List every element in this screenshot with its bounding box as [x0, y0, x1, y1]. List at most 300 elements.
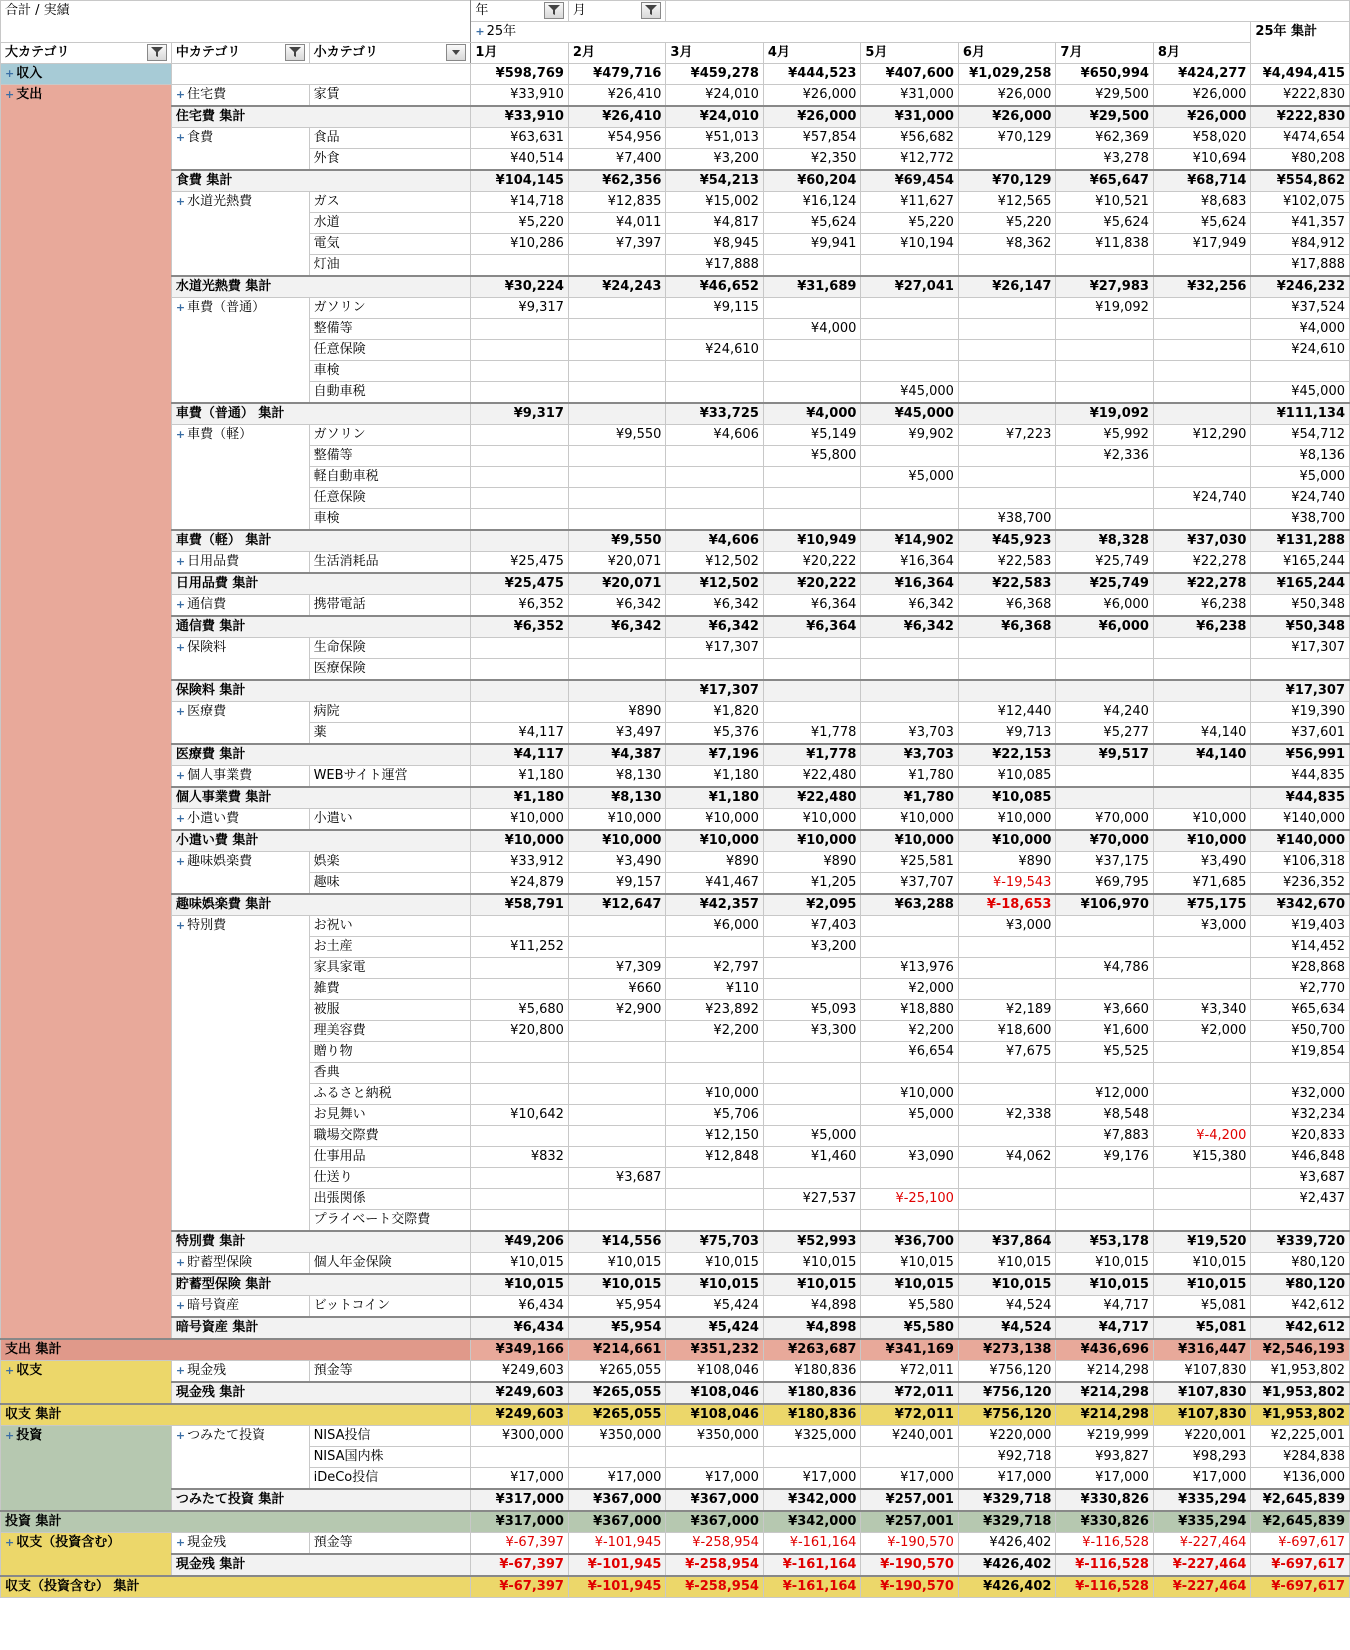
year-total-cell: ¥32,000 — [1251, 1084, 1350, 1105]
middle-category-cell[interactable] — [171, 1253, 309, 1275]
value-cell — [763, 638, 861, 659]
middle-category-cell[interactable] — [171, 1296, 309, 1318]
value-cell: ¥5,580 — [861, 1296, 959, 1318]
value-cell: ¥27,041 — [861, 276, 959, 298]
value-cell — [666, 488, 764, 509]
year-total-cell: ¥38,700 — [1251, 509, 1350, 531]
value-cell — [1153, 702, 1251, 723]
year-field-header[interactable]: 年 — [471, 1, 569, 22]
value-cell — [958, 255, 1056, 277]
table-row — [1, 1296, 1350, 1318]
value-cell: ¥31,000 — [861, 85, 959, 107]
plus-expand-icon[interactable]: + — [175, 1429, 186, 1442]
value-cell: ¥20,071 — [568, 552, 666, 574]
value-cell: ¥7,403 — [763, 916, 861, 937]
middle-category-cell[interactable] — [171, 916, 309, 1232]
value-cell: ¥3,497 — [568, 723, 666, 745]
value-cell: ¥-258,954 — [666, 1533, 764, 1555]
value-cell — [861, 702, 959, 723]
minor-category-cell: 外食 — [309, 149, 471, 171]
minor-category-cell: 車検 — [309, 361, 471, 382]
row-field-middle[interactable]: 中カテゴリ — [171, 43, 309, 64]
value-cell — [568, 467, 666, 488]
plus-expand-icon[interactable]: + — [175, 428, 186, 441]
middle-category-label: 個人事業費 — [187, 768, 253, 783]
category-label: 収支 — [16, 1363, 43, 1378]
value-cell: ¥6,000 — [1056, 616, 1154, 638]
funnel-icon[interactable] — [285, 44, 305, 61]
value-cell: ¥6,342 — [861, 595, 959, 617]
value-cell — [568, 361, 666, 382]
value-cell: ¥68,714 — [1153, 170, 1251, 192]
value-cell: ¥31,689 — [763, 276, 861, 298]
value-cell: ¥367,000 — [666, 1489, 764, 1511]
month-header: 7月 — [1056, 43, 1154, 64]
value-cell — [471, 979, 569, 1000]
subtotal-label: 車費（普通） 集計 — [171, 403, 471, 425]
category-cell-income[interactable] — [1, 64, 172, 85]
value-cell: ¥444,523 — [763, 64, 861, 85]
value-cell: ¥17,000 — [471, 1468, 569, 1490]
value-cell: ¥-190,570 — [861, 1554, 959, 1576]
plus-expand-icon[interactable]: + — [175, 1364, 186, 1377]
value-cell: ¥479,716 — [568, 64, 666, 85]
value-cell: ¥62,356 — [568, 170, 666, 192]
value-cell: ¥3,687 — [568, 1168, 666, 1189]
year-total-cell: ¥2,645,839 — [1251, 1511, 1350, 1533]
value-cell — [666, 1168, 764, 1189]
value-cell — [568, 255, 666, 277]
minor-category-cell: ビットコイン — [309, 1296, 471, 1318]
funnel-icon[interactable] — [641, 2, 661, 19]
value-cell: ¥2,338 — [958, 1105, 1056, 1126]
plus-expand-icon[interactable]: + — [175, 301, 186, 314]
table-row — [1, 852, 1350, 873]
plus-expand-icon[interactable]: + — [175, 598, 186, 611]
value-cell: ¥-190,570 — [861, 1533, 959, 1555]
year-total-cell: ¥236,352 — [1251, 873, 1350, 895]
value-cell: ¥107,830 — [1153, 1361, 1251, 1383]
value-cell — [1153, 1042, 1251, 1063]
plus-expand-icon[interactable]: + — [5, 1429, 15, 1442]
minor-category-cell: 病院 — [309, 702, 471, 723]
value-cell: ¥10,000 — [958, 809, 1056, 831]
table-row — [1, 638, 1350, 659]
minor-category-cell: 小遣い — [309, 809, 471, 831]
category-cell[interactable] — [1, 1533, 172, 1577]
plus-expand-icon[interactable]: + — [475, 25, 485, 38]
month-header: 6月 — [958, 43, 1056, 64]
value-cell: ¥3,490 — [568, 852, 666, 873]
value-cell: ¥240,001 — [861, 1426, 959, 1447]
minor-category-cell: 家具家電 — [309, 958, 471, 979]
value-cell: ¥426,402 — [958, 1554, 1056, 1576]
value-cell: ¥3,703 — [861, 723, 959, 745]
value-cell: ¥249,603 — [471, 1404, 569, 1426]
value-cell: ¥-161,164 — [763, 1533, 861, 1555]
value-cell — [958, 488, 1056, 509]
value-cell: ¥2,000 — [861, 979, 959, 1000]
value-cell: ¥-67,397 — [471, 1554, 569, 1576]
value-cell: ¥106,970 — [1056, 894, 1154, 916]
value-cell: ¥10,015 — [763, 1253, 861, 1275]
value-cell — [471, 530, 569, 552]
value-cell — [763, 958, 861, 979]
plus-expand-icon[interactable]: + — [175, 769, 186, 782]
value-cell: ¥22,480 — [763, 766, 861, 788]
year-total-cell: ¥-697,617 — [1251, 1576, 1350, 1598]
value-cell: ¥10,694 — [1153, 149, 1251, 171]
value-cell — [958, 1084, 1056, 1105]
category-cell[interactable] — [1, 1426, 172, 1512]
plus-expand-icon[interactable]: + — [175, 1536, 186, 1549]
category-label: 収入 — [16, 66, 43, 81]
value-cell: ¥6,352 — [471, 595, 569, 617]
month-header: 5月 — [861, 43, 959, 64]
middle-category-cell[interactable] — [171, 85, 309, 107]
middle-category-cell[interactable] — [171, 702, 309, 745]
row-field-minor[interactable]: 小カテゴリ — [309, 43, 471, 64]
value-cell — [1153, 958, 1251, 979]
value-cell: ¥24,879 — [471, 873, 569, 895]
subtotal-row — [1, 530, 1350, 552]
minor-category-cell: 預金等 — [309, 1361, 471, 1383]
value-cell — [958, 958, 1056, 979]
minor-category-cell: 生命保険 — [309, 638, 471, 659]
value-cell: ¥5,424 — [666, 1317, 764, 1339]
value-cell: ¥108,046 — [666, 1382, 764, 1404]
value-cell: ¥10,000 — [471, 830, 569, 852]
value-cell: ¥5,624 — [763, 213, 861, 234]
middle-category-cell[interactable] — [171, 1533, 309, 1555]
value-cell — [861, 1126, 959, 1147]
value-cell: ¥17,949 — [1153, 234, 1251, 255]
middle-category-cell[interactable] — [171, 766, 309, 788]
value-cell: ¥26,000 — [958, 85, 1056, 107]
year-total-cell: ¥37,524 — [1251, 298, 1350, 319]
value-cell: ¥-19,543 — [958, 873, 1056, 895]
value-cell: ¥72,011 — [861, 1404, 959, 1426]
year-total-cell: ¥80,120 — [1251, 1274, 1350, 1296]
value-cell: ¥5,000 — [861, 1105, 959, 1126]
value-cell — [471, 916, 569, 937]
plus-expand-icon[interactable]: + — [175, 919, 186, 932]
subtotal-row — [1, 573, 1350, 595]
value-cell: ¥10,015 — [763, 1274, 861, 1296]
plus-expand-icon[interactable]: + — [175, 855, 186, 868]
value-cell — [666, 1189, 764, 1210]
minor-category-cell: 車検 — [309, 509, 471, 531]
year-total-cell: ¥46,848 — [1251, 1147, 1350, 1168]
value-cell — [763, 1447, 861, 1468]
value-cell — [763, 659, 861, 681]
value-cell — [666, 1447, 764, 1468]
value-cell — [958, 149, 1056, 171]
value-cell: ¥12,848 — [666, 1147, 764, 1168]
year-total-cell: ¥45,000 — [1251, 382, 1350, 404]
value-cell: ¥4,140 — [1153, 744, 1251, 766]
year-total-cell: ¥165,244 — [1251, 573, 1350, 595]
value-cell: ¥10,000 — [666, 830, 764, 852]
value-cell — [861, 298, 959, 319]
minor-category-cell: お祝い — [309, 916, 471, 937]
value-cell: ¥5,081 — [1153, 1317, 1251, 1339]
value-cell: ¥24,010 — [666, 85, 764, 107]
value-cell: ¥7,397 — [568, 234, 666, 255]
plus-expand-icon[interactable]: + — [175, 1256, 186, 1269]
subtotal-label: 貯蓄型保険 集計 — [171, 1274, 471, 1296]
value-cell: ¥75,703 — [666, 1231, 764, 1253]
value-cell: ¥3,340 — [1153, 1000, 1251, 1021]
year-total-cell: ¥2,225,001 — [1251, 1426, 1350, 1447]
table-row — [1, 1426, 1350, 1447]
value-cell: ¥5,149 — [763, 425, 861, 446]
value-cell: ¥4,606 — [666, 530, 764, 552]
value-cell — [568, 319, 666, 340]
value-cell: ¥22,153 — [958, 744, 1056, 766]
middle-category-cell[interactable] — [171, 1426, 309, 1490]
middle-category-label: 貯蓄型保険 — [187, 1255, 253, 1270]
value-cell — [1056, 509, 1154, 531]
plus-expand-icon[interactable]: + — [175, 131, 186, 144]
value-cell: ¥341,169 — [861, 1339, 959, 1361]
value-cell: ¥3,490 — [1153, 852, 1251, 873]
value-cell: ¥426,402 — [958, 1576, 1056, 1598]
year-total-cell: ¥-697,617 — [1251, 1533, 1350, 1555]
value-cell: ¥650,994 — [1056, 64, 1154, 85]
value-cell — [861, 255, 959, 277]
value-cell — [958, 638, 1056, 659]
grand-total-row — [1, 1404, 1350, 1426]
value-cell — [1056, 467, 1154, 488]
value-cell: ¥16,364 — [861, 552, 959, 574]
subtotal-row — [1, 830, 1350, 852]
value-cell — [1056, 255, 1154, 277]
value-cell: ¥-116,528 — [1056, 1554, 1154, 1576]
value-cell: ¥-116,528 — [1056, 1533, 1154, 1555]
value-cell: ¥7,883 — [1056, 1126, 1154, 1147]
value-cell: ¥180,836 — [763, 1361, 861, 1383]
year-total-cell: ¥1,953,802 — [1251, 1382, 1350, 1404]
value-cell: ¥72,011 — [861, 1382, 959, 1404]
value-cell: ¥107,830 — [1153, 1404, 1251, 1426]
value-cell: ¥11,838 — [1056, 234, 1154, 255]
value-cell — [568, 937, 666, 958]
value-cell: ¥6,000 — [1056, 595, 1154, 617]
plus-expand-icon[interactable]: + — [5, 1364, 15, 1377]
value-cell: ¥10,015 — [861, 1274, 959, 1296]
value-cell: ¥14,902 — [861, 530, 959, 552]
year-total-cell: ¥84,912 — [1251, 234, 1350, 255]
value-cell: ¥23,892 — [666, 1000, 764, 1021]
plus-expand-icon[interactable]: + — [5, 1536, 15, 1549]
value-cell: ¥12,440 — [958, 702, 1056, 723]
value-cell — [1153, 979, 1251, 1000]
subtotal-label: 食費 集計 — [171, 170, 471, 192]
value-cell: ¥12,772 — [861, 149, 959, 171]
subtotal-label: 特別費 集計 — [171, 1231, 471, 1253]
value-cell: ¥11,627 — [861, 192, 959, 213]
value-cell — [958, 1168, 1056, 1189]
middle-category-cell[interactable] — [171, 425, 309, 531]
value-cell: ¥4,117 — [471, 723, 569, 745]
value-cell: ¥350,000 — [568, 1426, 666, 1447]
subtotal-label: 保険料 集計 — [171, 680, 471, 702]
value-cell — [1056, 937, 1154, 958]
value-cell: ¥10,949 — [763, 530, 861, 552]
minor-category-cell: プライベート交際費 — [309, 1210, 471, 1232]
minor-category-cell: ガソリン — [309, 298, 471, 319]
value-cell — [666, 319, 764, 340]
value-cell — [666, 937, 764, 958]
year-total-cell: ¥2,645,839 — [1251, 1489, 1350, 1511]
value-cell: ¥17,000 — [763, 1468, 861, 1490]
value-cell: ¥10,000 — [861, 1084, 959, 1105]
value-cell: ¥107,830 — [1153, 1382, 1251, 1404]
year-total-header: 25年 集計 — [1251, 22, 1350, 64]
blank-cell — [171, 64, 471, 85]
middle-category-cell[interactable] — [171, 552, 309, 574]
plus-expand-icon[interactable]: + — [175, 88, 186, 101]
year-total-cell: ¥246,232 — [1251, 276, 1350, 298]
table-row — [1, 192, 1350, 213]
value-cell: ¥436,696 — [1056, 1339, 1154, 1361]
middle-category-cell[interactable] — [171, 809, 309, 831]
month-field-header[interactable]: 月 — [568, 1, 666, 22]
value-cell — [471, 467, 569, 488]
value-cell — [763, 1210, 861, 1232]
value-cell: ¥1,780 — [861, 766, 959, 788]
middle-category-cell[interactable] — [171, 128, 309, 171]
minor-category-cell: 生活消耗品 — [309, 552, 471, 574]
year-total-cell: ¥339,720 — [1251, 1231, 1350, 1253]
value-cell: ¥63,288 — [861, 894, 959, 916]
value-cell: ¥351,232 — [666, 1339, 764, 1361]
plus-expand-icon[interactable]: + — [175, 195, 186, 208]
grand-total-row — [1, 1511, 1350, 1533]
value-cell — [666, 509, 764, 531]
minor-category-cell: NISA国内株 — [309, 1447, 471, 1468]
value-cell: ¥7,196 — [666, 744, 764, 766]
value-cell — [763, 488, 861, 509]
plus-expand-icon[interactable]: + — [5, 67, 15, 80]
value-cell: ¥10,000 — [861, 830, 959, 852]
category-cell[interactable] — [1, 1361, 172, 1405]
year-total-cell: ¥24,740 — [1251, 488, 1350, 509]
middle-category-label: 趣味娯楽費 — [187, 854, 253, 869]
value-cell: ¥265,055 — [568, 1382, 666, 1404]
value-cell: ¥12,290 — [1153, 425, 1251, 446]
value-cell: ¥52,993 — [763, 1231, 861, 1253]
value-cell: ¥1,780 — [861, 787, 959, 809]
middle-category-cell[interactable] — [171, 298, 309, 404]
value-cell — [568, 446, 666, 467]
middle-category-cell[interactable] — [171, 192, 309, 277]
middle-category-cell[interactable] — [171, 1361, 309, 1383]
middle-category-cell[interactable] — [171, 595, 309, 617]
value-cell: ¥214,298 — [1056, 1382, 1154, 1404]
funnel-icon[interactable] — [147, 44, 167, 61]
value-cell: ¥367,000 — [568, 1489, 666, 1511]
value-cell: ¥350,000 — [666, 1426, 764, 1447]
plus-expand-icon[interactable]: + — [175, 1299, 186, 1312]
value-cell: ¥-67,397 — [471, 1576, 569, 1598]
plus-expand-icon[interactable]: + — [175, 705, 186, 718]
plus-expand-icon[interactable]: + — [175, 555, 186, 568]
value-cell: ¥-18,653 — [958, 894, 1056, 916]
value-cell: ¥1,205 — [763, 873, 861, 895]
value-cell: ¥2,797 — [666, 958, 764, 979]
value-cell — [958, 680, 1056, 702]
plus-expand-icon[interactable]: + — [175, 812, 186, 825]
value-cell: ¥17,000 — [1056, 1468, 1154, 1490]
plus-expand-icon[interactable]: + — [175, 641, 186, 654]
value-cell — [568, 1126, 666, 1147]
value-cell: ¥17,000 — [666, 1468, 764, 1490]
category-cell[interactable] — [1, 85, 172, 1340]
value-cell: ¥6,364 — [763, 595, 861, 617]
dropdown-arrow-icon[interactable] — [446, 44, 466, 61]
value-cell: ¥12,000 — [1056, 1084, 1154, 1105]
value-cell: ¥-258,954 — [666, 1554, 764, 1576]
minor-category-cell: 理美容費 — [309, 1021, 471, 1042]
middle-category-cell[interactable] — [171, 852, 309, 895]
middle-category-cell[interactable] — [171, 638, 309, 681]
row-field-major[interactable]: 大カテゴリ — [1, 43, 172, 64]
value-cell — [958, 467, 1056, 488]
value-cell: ¥5,376 — [666, 723, 764, 745]
table-row — [1, 809, 1350, 831]
middle-category-label: 通信費 — [187, 597, 227, 612]
value-cell — [1056, 340, 1154, 361]
minor-category-cell: 軽自動車税 — [309, 467, 471, 488]
funnel-icon[interactable] — [544, 2, 564, 19]
minor-category-cell: 任意保険 — [309, 488, 471, 509]
value-cell: ¥4,524 — [958, 1296, 1056, 1318]
value-cell: ¥5,525 — [1056, 1042, 1154, 1063]
minor-category-cell: 整備等 — [309, 446, 471, 467]
value-cell: ¥7,675 — [958, 1042, 1056, 1063]
subtotal-row — [1, 1274, 1350, 1296]
value-cell: ¥-116,528 — [1056, 1576, 1154, 1598]
value-cell: ¥10,085 — [958, 787, 1056, 809]
value-cell: ¥60,204 — [763, 170, 861, 192]
value-cell: ¥5,220 — [958, 213, 1056, 234]
plus-expand-icon[interactable]: + — [5, 88, 15, 101]
value-cell — [471, 1063, 569, 1084]
year-total-cell: ¥19,390 — [1251, 702, 1350, 723]
year-group-header[interactable]: + 25年 — [471, 22, 1251, 43]
value-cell: ¥7,223 — [958, 425, 1056, 446]
value-cell: ¥6,342 — [568, 595, 666, 617]
middle-category-label: 現金残 — [187, 1535, 227, 1550]
value-cell: ¥92,718 — [958, 1447, 1056, 1468]
subtotal-label: 小遣い費 集計 — [171, 830, 471, 852]
value-cell: ¥4,011 — [568, 213, 666, 234]
subtotal-label: 現金残 集計 — [171, 1382, 471, 1404]
value-cell: ¥4,786 — [1056, 958, 1154, 979]
value-cell: ¥257,001 — [861, 1489, 959, 1511]
value-cell — [471, 1447, 569, 1468]
value-cell: ¥72,011 — [861, 1361, 959, 1383]
value-cell: ¥-161,164 — [763, 1576, 861, 1598]
value-cell — [1153, 467, 1251, 488]
value-cell: ¥329,718 — [958, 1511, 1056, 1533]
value-cell: ¥24,610 — [666, 340, 764, 361]
value-cell: ¥6,434 — [471, 1296, 569, 1318]
value-cell: ¥219,999 — [1056, 1426, 1154, 1447]
value-cell: ¥14,718 — [471, 192, 569, 213]
